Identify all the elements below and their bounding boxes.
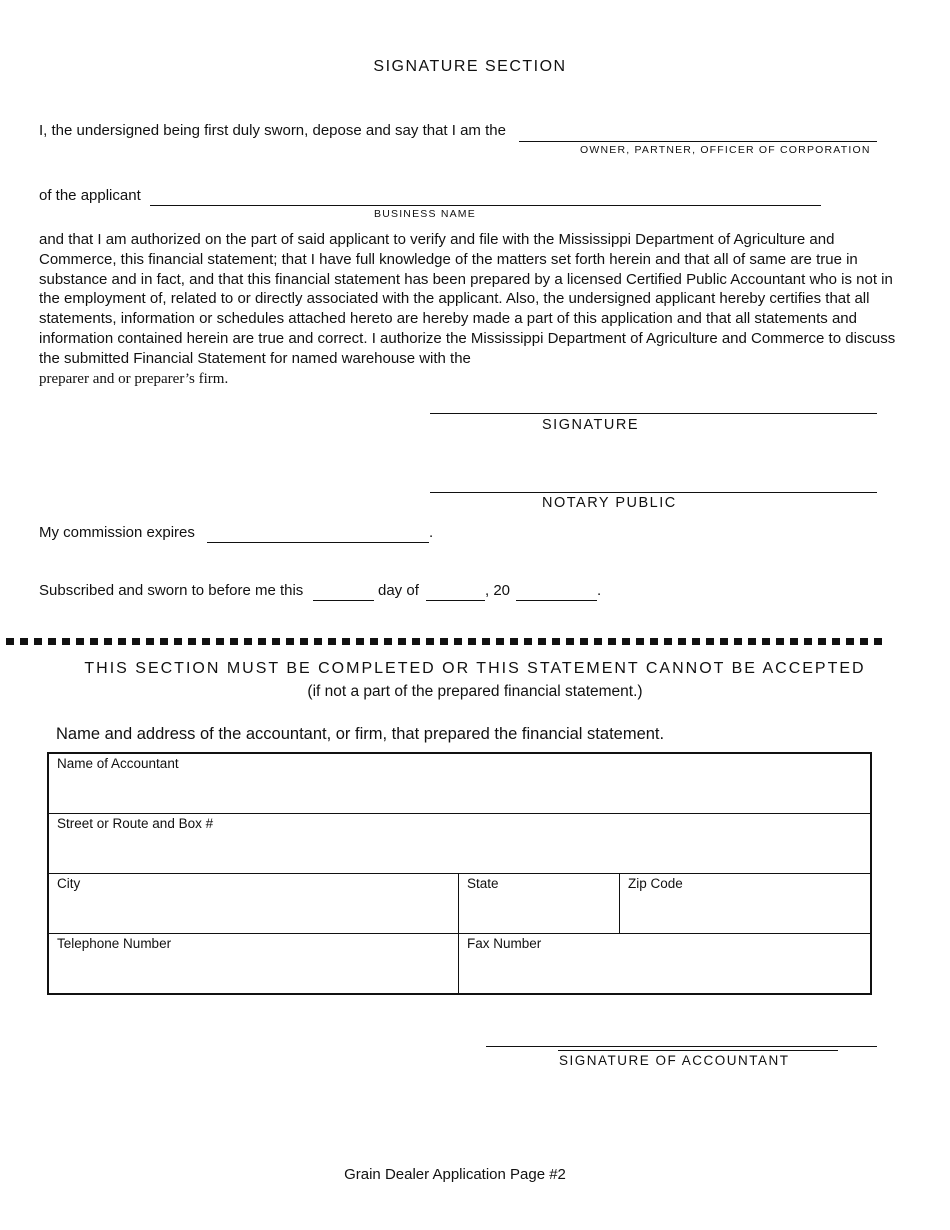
telephone-label: Telephone Number [57,936,172,951]
business-name-caption: BUSINESS NAME [374,208,476,220]
sworn-month-field[interactable] [426,600,485,601]
zip-label: Zip Code [628,876,683,891]
fax-label: Fax Number [467,936,542,951]
page-footer: Grain Dealer Application Page #2 [344,1166,566,1183]
sworn-prefix: Subscribed and sworn to before me this [39,582,304,599]
table-row [48,934,871,995]
accountant-signature-underline [558,1050,838,1051]
fax-field[interactable] [459,934,872,995]
accountant-signature-caption: SIGNATURE OF ACCOUNTANT [559,1053,790,1068]
accountant-name-field[interactable] [48,753,871,814]
table-row [48,874,871,934]
role-caption: OWNER, PARTNER, OFFICER OF CORPORATION [580,144,871,156]
role-field[interactable] [519,141,877,142]
signature-caption: SIGNATURE [542,417,640,433]
state-label: State [467,876,499,891]
oath-paragraph-tail: preparer and or preparer’s firm. [39,370,229,387]
oath-paragraph [39,230,899,389]
sworn-day-of: day of [378,582,419,599]
oath-paragraph-text: and that I am authorized on the part of said applicant to verify and file with the Mississippi Department of Agriculture and Commerce, this financial statement; that I have full knowledge of the matters set forth herein and that all of same are true in substance and in fact, and that this financial statement has been prepared by a licensed Certified Public Accountant who is not in the employment of, related to or directly associated with the applicant. Also, the undersigned applicant hereby certifies that all statements, information or schedules attached hereto are hereby made a part of this application and that all statements and information contained herein are true and correct. I authorize the Mississippi Department of Agriculture and Commerce to discuss the submitted Financial Statement for named warehouse with the [39,231,896,367]
table-row [48,753,871,814]
city-field[interactable] [48,874,459,934]
telephone-field[interactable] [48,934,459,995]
section-divider [6,638,884,645]
page-title: SIGNATURE SECTION [373,58,567,75]
street-label: Street or Route and Box # [57,816,214,831]
commission-expires-field[interactable] [207,542,429,543]
accountant-section-heading: THIS SECTION MUST BE COMPLETED OR THIS STATEMENT CANNOT BE ACCEPTED [84,660,866,677]
zip-field[interactable] [620,874,872,934]
commission-period: . [429,524,434,541]
accountant-section-intro: Name and address of the accountant, or firm, that prepared the financial statement. [56,725,665,743]
oath-lead-text: I, the undersigned being first duly sworn, depose and say that I am the [39,122,506,139]
notary-caption: NOTARY PUBLIC [542,495,677,511]
notary-signature-field[interactable] [430,492,877,493]
table-row [48,814,871,874]
commission-label: My commission expires [39,524,195,541]
accountant-signature-field[interactable] [486,1046,877,1047]
street-field[interactable] [48,814,871,874]
business-name-field[interactable] [150,205,821,206]
signature-field[interactable] [430,413,877,414]
sworn-year-field[interactable] [516,600,597,601]
state-field[interactable] [459,874,620,934]
sworn-period: . [597,582,602,599]
sworn-year-prefix: , 20 [485,582,511,599]
applicant-label: of the applicant [39,187,141,204]
accountant-section-subheading: (if not a part of the prepared financial statement.) [307,683,643,700]
accountant-name-label: Name of Accountant [57,756,179,771]
city-label: City [57,876,81,891]
accountant-info-table [47,752,872,995]
sworn-day-field[interactable] [313,600,374,601]
